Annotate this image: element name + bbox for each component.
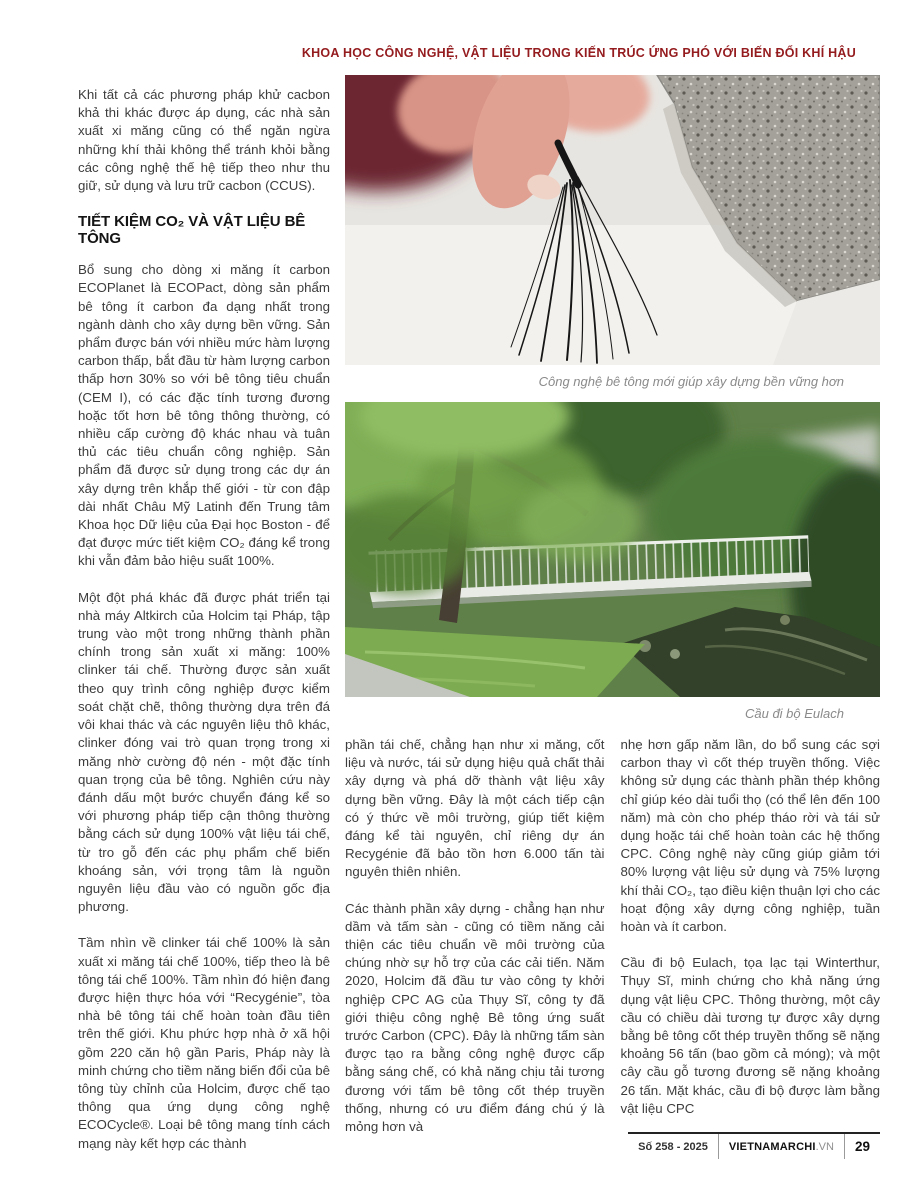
- left-text-column: [78, 86, 330, 1171]
- page-footer: [628, 1132, 880, 1159]
- right-region: [345, 75, 880, 1154]
- bottom-text-columns: [345, 736, 880, 1154]
- figure-eulach-bridge: [345, 402, 880, 722]
- footer-page-number: 29: [844, 1134, 880, 1159]
- footer-issue: Số 258 - 2025: [638, 1140, 708, 1153]
- paragraph: Bổ sung cho dòng xi măng ít carbon ECOPlanet là ECOPact, dòng sản phẩm bê tông ít carbon đa dạng nhất trong ngành dành cho xây dựng bền vững. Sản phẩm được bán với nhiều mức hàm lượng carbon thấp, bắt đầu từ hàm lượng carbon thấp hơn 30% so với bê tông tiêu chuẩn (CEM I), có các đặc tính tương đương hoặc tốt hơn bê tông thông thường, có nhiều cấp cường độ khác nhau và tuân thủ các tiêu chuẩn công nghiệp. Sản phẩm đã được sử dụng trong các dự án xây dựng trên khắp thế giới - từ con đập dài nhất Châu Mỹ Latinh đến Trung tâm Khoa học Dữ liệu của Đại học Boston - để đạt được mức tiết kiệm CO₂ đáng kể trong khi vẫn đảm bảo hiệu suất 100%.: [78, 262, 330, 569]
- middle-text-column: [345, 736, 605, 1154]
- paragraph: phần tái chế, chẳng hạn như xi măng, cốt liệu và nước, tái sử dụng hiệu quả chất thải xây dựng và phá dỡ thành vật liệu xây dựng bền vững. Đây là một cách tiếp cận có ý thức về môi trường, giúp tiết kiệm đáng kể tài nguyên, chỉ riêng dự án Recygénie đã bảo tồn hơn 6.000 tấn tài nguyên thiên nhiên.: [345, 737, 605, 880]
- page-header-title: KHOA HỌC CÔNG NGHỆ, VẬT LIỆU TRONG KIẾN TRÚC ỨNG PHÓ VỚI BIẾN ĐỔI KHÍ HẬU: [301, 46, 856, 60]
- paragraph: Cầu đi bộ Eulach, tọa lạc tại Winterthur, Thụy Sĩ, minh chứng cho khả năng ứng dụng vật liệu CPC. Thông thường, một cây cầu có chiều dài tương tự được xây dựng bằng bê tông cốt thép truyền thống sẽ nặng khoảng 56 tấn (bao gồm cả móng); và một cây cầu gỗ tương đương sẽ nặng khoảng 26 tấn. Mặt khác, cầu đi bộ được làm bằng vật liệu CPC: [620, 955, 880, 1116]
- photo2-caption: Cầu đi bộ Eulach: [744, 706, 844, 721]
- paragraph: Tầm nhìn về clinker tái chế 100% là sản xuất xi măng tái chế 100%, tiếp theo là bê tông tái chế 100%. Tầm nhìn đó hiện đang được hiện thực hóa với “Recygénie”, tòa nhà bê tông tái chế hoàn toàn đầu tiên trên thế giới. Khu phức hợp nhà ở xã hội gồm 220 căn hộ gần Paris, Pháp này là minh chứng cho tiềm năng biến đổi của bê tông tùy chỉnh của Holcim, được chế tạo thông qua ứng dụng công nghệ ECOCycle®. Loại bê tông mang tính cách mạng này kết hợp các thành: [78, 935, 330, 1151]
- paragraph: nhẹ hơn gấp năm lần, do bổ sung các sợi carbon thay vì cốt thép truyền thống. Việc không sử dụng các thành phần thép không chỉ giúp kéo dài tuổi thọ (có thể lên đến 100 năm) mà còn cho phép tháo rời và tái sử dụng hoặc tái chế hoàn toàn các hệ thống CPC. Công nghệ này cũng giúp giảm tới 80% lượng vật liệu sử dụng và 75% lượng khí thải CO₂, tạo điều kiện thuận lợi cho các hoạt động xây dựng công nghiệp, tuần hoàn và ít carbon.: [620, 737, 880, 935]
- figure-carbon-fiber: [345, 75, 880, 390]
- right-text-column: [621, 736, 881, 1154]
- photo-carbon-fiber-concrete: [345, 75, 880, 365]
- photo1-caption: Công nghệ bê tông mới giúp xây dựng bền vững hơn: [538, 374, 844, 389]
- footer-brand-suffix: .VN: [815, 1140, 834, 1153]
- footer-brand: [718, 1134, 844, 1159]
- paragraph: Một đột phá khác đã được phát triển tại nhà máy Altkirch của Holcim tại Pháp, tập trung vào một trong những thành phần chính trong sản xuất xi măng: 100% clinker tái chế. Thường được sản xuất theo quy trình công nghiệp được kiểm soát chặt chẽ, thông thường dựa trên đá vôi khai thác và các nguyên liệu thô khác, clinker đóng vai trò quan trọng trong xi măng nhờ cường độ nén - một đặc tính quan trọng của bê tông. Nghiên cứu này đánh dấu một bước chuyển đáng kể so với phương pháp tiếp cận thông thường bằng cách sử dụng 100% vật liệu tái chế, từ tro gỗ đến các phụ phẩm chế biến khoáng sản, với trọng tâm là nguồn nguyên liệu đầu vào có nguồn gốc địa phương.: [78, 589, 330, 915]
- section-heading: TIẾT KIỆM CO₂ VÀ VẬT LIỆU BÊ TÔNG: [78, 213, 306, 248]
- paragraph: Khi tất cả các phương pháp khử cacbon khả thi khác được áp dụng, các nhà sản xuất xi măng cũng có thể ngăn ngừa những khí thải không thể tránh khỏi bằng các công nghệ thế hệ tiếp theo như thu giữ, sử dụng và lưu trữ cacbon (CCUS).: [78, 87, 330, 194]
- photo-eulach-footbridge: [345, 402, 880, 697]
- paragraph: Các thành phần xây dựng - chẳng hạn như dầm và tấm sàn - cũng có tiềm năng cải thiện các tiêu chuẩn về môi trường của chúng nhờ sự hỗ trợ của các cải tiến. Năm 2020, Holcim đã đầu tư vào công ty khởi nghiệp CPC AG của Thụy Sĩ, công ty đã giới thiệu công nghệ Bê tông ứng suất trước Carbon (CPC). Đây là những tấm sàn được tạo ra bằng công nghệ được cấp bằng sáng chế, có khả năng chịu tải tương đương với tấm bê tông cốt thép truyền thống, nhưng có ưu điểm đáng chú ý là mỏng hơn và: [345, 900, 605, 1135]
- footer-brand-name: VIETNAMARCHI: [728, 1140, 816, 1153]
